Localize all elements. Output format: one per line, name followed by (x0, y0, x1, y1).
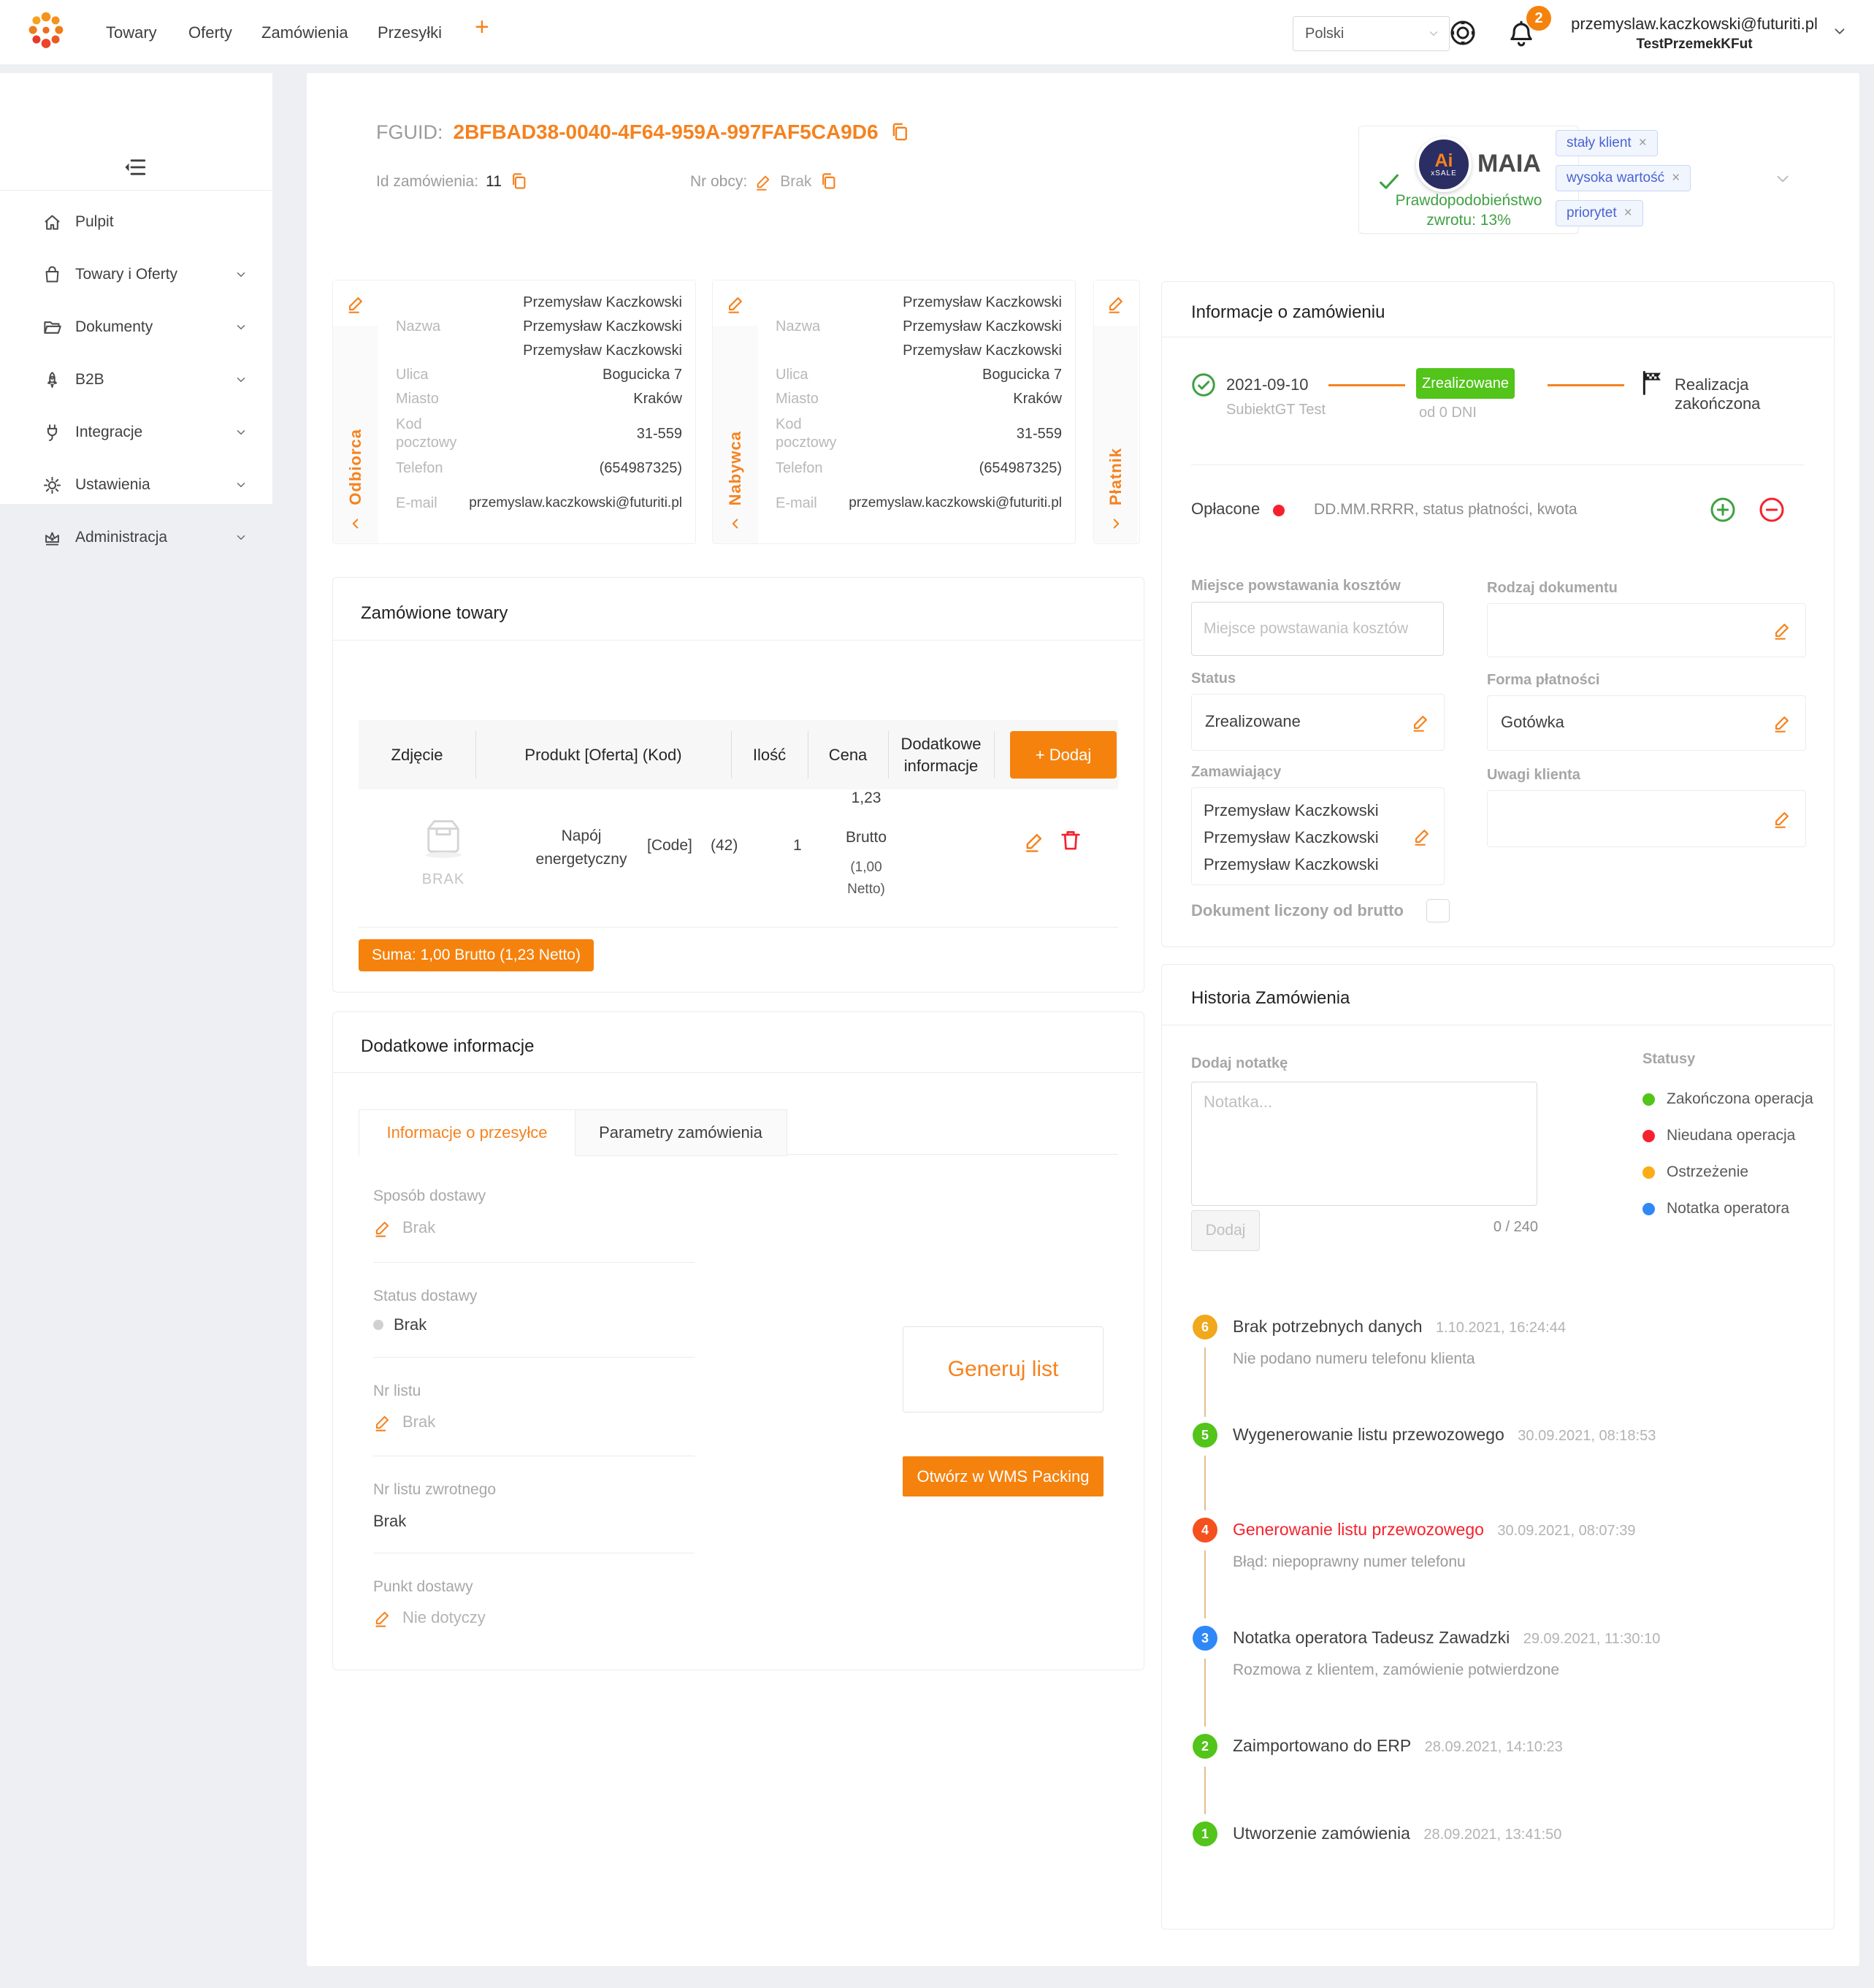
sposob-dostawy-value[interactable]: Brak (373, 1218, 435, 1237)
progress-line (1548, 384, 1624, 386)
collapse-left-chevron-icon[interactable] (727, 516, 743, 532)
edit-pencil-icon[interactable] (1772, 808, 1792, 828)
col-cena: Cena (828, 745, 868, 764)
timeline-connector (1204, 1347, 1206, 1417)
foreign-number-label: Nr obcy: (690, 172, 748, 190)
open-wms-packing-button[interactable]: Otwórz w WMS Packing (903, 1456, 1104, 1496)
user-menu[interactable] (1563, 15, 1826, 53)
user-email: przemyslaw.kaczkowski@futuriti.pl (1571, 15, 1818, 33)
chevron-down-icon (234, 321, 248, 334)
timeline-entry: Zaimportowano do ERP 28.09.2021, 14:10:23 (1233, 1736, 1563, 1755)
doc-type-field[interactable] (1487, 603, 1806, 657)
notifications-count-badge: 2 (1526, 6, 1551, 31)
sidebar-item-pulpit[interactable]: Pulpit (0, 204, 272, 240)
close-icon[interactable] (1639, 135, 1647, 151)
plug-icon (42, 423, 62, 443)
platnik-title: Płatnik (1106, 447, 1125, 505)
user-account: TestPrzemekKFut (1636, 37, 1753, 52)
status-dostawy-value: Brak (373, 1315, 427, 1334)
timeline-step-badge: 3 (1193, 1626, 1217, 1651)
status-badge: Zrealizowane (1416, 368, 1515, 399)
customer-notes-label: Uwagi klienta (1487, 767, 1580, 783)
nr-listu-label: Nr listu (373, 1383, 421, 1399)
maia-panel (1358, 126, 1579, 234)
chevron-down-icon (234, 426, 248, 439)
legend-ostrzezenie: Ostrzeżenie (1642, 1163, 1748, 1181)
timeline-step-badge: 4 (1193, 1518, 1217, 1542)
add-payment-icon[interactable] (1708, 495, 1737, 524)
odbiorca-details: Przemysław Kaczkowski Nazwa Przemysław Kaczkowski Przemysław Kaczkowski Ulica Bogucicka 7 Miasto Kraków Kod pocztowy 31-559 Telefon (654987325) E-mail przemyslaw.kaczkowski@futuriti.pl (396, 294, 682, 511)
edit-pencil-icon[interactable] (1412, 826, 1432, 846)
statuses-label: Statusy (1642, 1051, 1696, 1067)
tags-expand-chevron-icon[interactable] (1773, 169, 1792, 188)
copy-icon[interactable] (509, 172, 529, 191)
panel-odbiorca (332, 280, 696, 544)
status-dostawy-label: Status dostawy (373, 1288, 478, 1304)
timeline-entry: Brak potrzebnych danych 1.10.2021, 16:24:44 (1233, 1317, 1566, 1336)
product-name: Napój energetyczny (535, 827, 627, 868)
note-counter: 0 / 240 (1493, 1219, 1538, 1235)
product-offer: (42) (711, 837, 738, 854)
note-textarea[interactable] (1191, 1082, 1537, 1206)
home-icon (42, 213, 62, 232)
order-id-row (376, 172, 529, 191)
gross-checkbox[interactable] (1426, 899, 1450, 922)
col-zdjecie: Zdjęcie (391, 745, 443, 764)
chevron-down-icon (234, 478, 248, 492)
additional-title: Dodatkowe informacje (361, 1036, 535, 1056)
order-source: SubiektGT Test (1226, 402, 1326, 418)
page: Towary Oferty Zamówienia Przesyłki + Polski 2 przemyslaw.kaczkowski@futuriti.pl TestPrzemekKFut Pulpit Towary i Oferty Dokumenty B2B Integracje Ustawienia Administracja FGUID: 2BFBAD38-0040-4F64-959A-997FAF5CA9D6 Id zamówienia: 11 Nr obcy: Brak Ai xSALE MAIA Prawdopodobieństwo zwrotu: 13% stały klient × wysoka wartość × priorytet × Odbiorca Przemysław Kaczkowski Nazwa Przemysław Kaczkowski Przemysław Kaczkowski Ulica Bogucicka 7 Miasto Kraków Kod pocztowy 31-559 Telefon (654987325) E-mail przemyslaw.kaczkowski@futuriti.pl Nabywca Przemysław Kaczkowski Nazwa Przemysław Kaczkowski Przemysław Kaczkowski Ulica Bogucicka 7 Miasto Kraków Kod pocztowy 31-559 Telefon (654987325) E-mail przemyslaw.kaczkowski@futuriti.pl Płatnik Informacje o zamówieniu 2021-09-10 SubiektGT Test Zrealizowane od 0 DNI Realizacja zakończona Opłacone DD.MM.RRRR, status płatności, kwota Miejsce powstawania kosztów Miejsce powstawania kosztów Rodzaj dokumentu Status Zrealizowane Forma płatności Gotówka Zamawiający Przemysław Kaczkowski Przemysław Kaczkowski Przemysław Kaczkowski Uwagi klienta Dokument liczony od brutto Zamówione towary Zdjęcie Produkt [Oferta] (Kod) Ilość Cena Dodatkowe informacje + Dodaj BRAK Napój energetyczny [Code] (42) 1 1,23 Brutto (1,00 Netto) Suma: 1,00 Brutto (1,23 Netto) Dodatkowe informacje Informacje o przesyłce Parametry zamówienia Sposób dostawy Brak Status dostawy Brak Nr listu Brak Nr listu zwrotnego Brak Punkt dostawy Nie dotyczy Generuj list Otwórz w WMS Packing Historia Zamówienia Dodaj notatkę Notatka... Dodaj 0 / 240 Statusy Zakończona operacja Nieudana operacja Ostrzeżenie Notatka operatora 6 Brak potrzebnych danych 1.10.2021, 16:24:44 Nie podano numeru telefonu klienta 5 Wygenerowanie listu przewozowego 30.09.2021, 08:18:53 4 Generowanie listu przewozowego 30.09.2021, 08:07:39 Błąd: niepoprawny numer telefonu 3 Notatka operatora Tadeusz Zawadzki 29.09.2021, 11:30:10 Rozmowa z klientem, zamówienie potwierdzone 2 Zaimportowano do ERP 28.09.2021, 14:10:23 1 Utworzenie zamówienia 28.09.2021, 13:41:50 (0, 0, 1874, 1988)
no-image-label: BRAK (421, 871, 465, 887)
collapse-left-chevron-icon[interactable] (348, 516, 364, 532)
sidebar-item-administracja[interactable]: Administracja (0, 520, 272, 555)
nabywca-title: Nabywca (726, 430, 744, 505)
close-icon[interactable] (1624, 205, 1632, 221)
expand-right-chevron-icon[interactable] (1108, 516, 1124, 532)
platnik-strip (1094, 280, 1138, 543)
remove-payment-icon[interactable] (1757, 495, 1786, 524)
customer-notes-field[interactable] (1487, 790, 1806, 847)
nr-listu-zwrotnego-value: Brak (373, 1512, 407, 1530)
timeline-step-badge: 1 (1193, 1821, 1217, 1846)
timeline-connector (1204, 1659, 1206, 1727)
paid-label: Opłacone (1191, 500, 1261, 518)
sum-badge: Suma: 1,00 Brutto (1,23 Netto) (359, 939, 594, 971)
maia-probability: Prawdopodobieństwo zwrotu: 13% (1395, 192, 1542, 229)
punkt-dostawy-value[interactable]: Nie dotyczy (373, 1608, 486, 1627)
status-dot-red (1642, 1130, 1655, 1142)
edit-pencil-icon[interactable] (373, 1218, 392, 1237)
finish-label: Realizacja zakończona (1675, 375, 1761, 413)
generate-label-button[interactable]: Generuj list (903, 1326, 1104, 1412)
history-title: Historia Zamówienia (1191, 988, 1350, 1008)
maia-logo: Ai xSALE (1416, 137, 1472, 192)
user-chevron-down-icon[interactable] (1832, 23, 1848, 39)
crown-icon (42, 528, 62, 548)
timeline-connector (1204, 1551, 1206, 1618)
status-field[interactable]: Zrealizowane (1191, 694, 1445, 751)
sidebar-item-towary-i-oferty[interactable]: Towary i Oferty (0, 257, 272, 292)
fguid-row (376, 121, 911, 144)
edit-pencil-icon[interactable] (754, 172, 773, 191)
status-since: od 0 DNI (1419, 405, 1477, 421)
folder-icon (42, 318, 62, 337)
tab-informacje-o-przesylce[interactable]: Informacje o przesyłce (359, 1109, 575, 1156)
nr-listu-zwrotnego-label: Nr listu zwrotnego (373, 1481, 497, 1498)
legend-zakonczona: Zakończona operacja (1642, 1090, 1813, 1108)
odbiorca-title: Odbiorca (346, 429, 364, 505)
close-icon[interactable] (1672, 170, 1680, 186)
gross-label: Dokument liczony od brutto (1191, 901, 1404, 920)
timeline-step-badge: 5 (1193, 1423, 1217, 1448)
nav-towary[interactable]: Towary (106, 23, 157, 42)
history-card (1161, 964, 1835, 1930)
nr-listu-value[interactable]: Brak (373, 1412, 435, 1431)
sidebar-item-integracje[interactable]: Integracje (0, 415, 272, 450)
legend-nieudana: Nieudana operacja (1642, 1127, 1795, 1144)
additional-info-card (332, 1012, 1144, 1670)
products-table-header (359, 720, 1118, 790)
payment-form-label: Forma płatności (1487, 672, 1600, 688)
timeline-connector (1204, 1456, 1206, 1510)
sidebar-item-ustawienia[interactable]: Ustawienia (0, 467, 272, 502)
rocket-icon (42, 370, 62, 390)
status-dot-green (1642, 1093, 1655, 1106)
status-check-circle-icon (1190, 371, 1217, 399)
order-id-value: 11 (486, 172, 502, 190)
delete-product-icon[interactable] (1058, 827, 1083, 852)
note-label: Dodaj notatkę (1191, 1055, 1288, 1071)
tag-priorytet[interactable]: priorytet × (1556, 200, 1643, 226)
tag-staly-klient[interactable]: stały klient × (1556, 130, 1658, 156)
sidebar-item-b2b[interactable]: B2B (0, 362, 272, 397)
nav-zamowienia[interactable]: Zamówienia (261, 23, 348, 42)
nav-oferty[interactable]: Oferty (188, 23, 232, 42)
maia-title: MAIA (1477, 150, 1541, 177)
odbiorca-edit-button[interactable] (333, 280, 378, 326)
copy-icon[interactable] (889, 121, 911, 143)
orderer-label: Zamawiający (1191, 764, 1282, 780)
product-price: 1,23 Brutto (1,00 Netto) (845, 790, 887, 897)
panel-platnik (1093, 280, 1140, 544)
chevron-down-icon (1427, 27, 1440, 40)
doc-type-label: Rodzaj dokumentu (1487, 580, 1618, 596)
foreign-number-value: Brak (780, 172, 812, 190)
timeline-entry: Generowanie listu przewozowego 30.09.2021, 08:07:39 (1233, 1520, 1636, 1539)
top-navbar (0, 0, 1874, 64)
order-id-label: Id zamówienia: (376, 172, 479, 190)
status-dot-yellow (1642, 1166, 1655, 1179)
status-label: Status (1191, 670, 1236, 687)
col-dodatkowe: Dodatkowe informacje (900, 734, 982, 775)
mpk-input[interactable] (1191, 602, 1444, 656)
sposob-dostawy-label: Sposób dostawy (373, 1188, 486, 1204)
shopping-bag-icon (42, 265, 62, 285)
edit-pencil-icon[interactable] (1411, 712, 1431, 732)
tab-parametry-zamowienia[interactable]: Parametry zamówienia (574, 1109, 787, 1156)
copy-icon[interactable] (819, 172, 838, 191)
nabywca-details: Przemysław Kaczkowski Nazwa Przemysław Kaczkowski Przemysław Kaczkowski Ulica Bogucicka 7 Miasto Kraków Kod pocztowy 31-559 Telefon (654987325) E-mail przemyslaw.kaczkowski@futuriti.pl (776, 294, 1062, 511)
col-ilosc: Ilość (752, 745, 787, 764)
add-note-button[interactable]: Dodaj (1191, 1210, 1260, 1251)
sidebar (0, 73, 272, 546)
product-code: [Code] (647, 837, 692, 854)
col-produkt: Produkt [Oferta] (Kod) (524, 745, 682, 764)
status-dot-blue (1642, 1203, 1655, 1215)
payment-hint: DD.MM.RRRR, status płatności, kwota (1314, 501, 1577, 518)
nabywca-strip (713, 280, 758, 543)
language-select[interactable] (1293, 16, 1450, 51)
panel-nabywca (712, 280, 1076, 544)
edit-pencil-icon[interactable] (1772, 713, 1792, 733)
platnik-edit-button[interactable] (1094, 280, 1138, 326)
gear-icon (42, 475, 62, 495)
nav-przesylki[interactable]: Przesyłki (378, 23, 443, 42)
foreign-number-row (690, 172, 838, 191)
legend-notatka: Notatka operatora (1642, 1200, 1789, 1217)
paid-status-dot (1273, 505, 1285, 516)
product-row (359, 790, 1118, 927)
help-icon[interactable] (1447, 18, 1478, 48)
nabywca-edit-button[interactable] (713, 280, 758, 326)
edit-pencil-icon[interactable] (373, 1608, 392, 1627)
timeline-step-badge: 6 (1193, 1315, 1217, 1339)
punkt-dostawy-label: Punkt dostawy (373, 1578, 473, 1595)
chevron-down-icon (234, 531, 248, 544)
odbiorca-strip (333, 280, 378, 543)
order-info-card (1161, 281, 1835, 947)
payment-form-field[interactable]: Gotówka (1487, 695, 1806, 751)
chevron-down-icon (234, 268, 248, 281)
app-logo[interactable] (22, 7, 70, 56)
no-image-icon (417, 811, 470, 864)
timeline-entry: Wygenerowanie listu przewozowego 30.09.2021, 08:18:53 (1233, 1425, 1656, 1444)
language-value: Polski (1305, 25, 1345, 42)
nav-add-button[interactable]: + (475, 13, 489, 41)
product-qty: 1 (793, 837, 802, 854)
add-product-button[interactable]: + Dodaj (1010, 731, 1117, 779)
timeline-entry: Notatka operatora Tadeusz Zawadzki 29.09.2021, 11:30:10 (1233, 1628, 1661, 1647)
order-info-title: Informacje o zamówieniu (1191, 302, 1385, 322)
sidebar-item-dokumenty[interactable]: Dokumenty (0, 310, 272, 345)
order-date: 2021-09-10 (1226, 375, 1309, 394)
fguid-value[interactable]: 2BFBAD38-0040-4F64-959A-997FAF5CA9D6 (453, 121, 879, 143)
progress-line (1328, 384, 1405, 386)
check-icon (1377, 169, 1401, 194)
products-title: Zamówione towary (361, 603, 508, 623)
products-card (332, 577, 1144, 993)
finish-flag-icon (1638, 368, 1667, 397)
timeline-entry: Utworzenie zamówienia 28.09.2021, 13:41:50 (1233, 1824, 1562, 1843)
chevron-down-icon (234, 373, 248, 386)
edit-product-icon[interactable] (1023, 830, 1046, 852)
edit-pencil-icon[interactable] (1772, 620, 1792, 640)
sidebar-collapse-icon[interactable] (123, 155, 148, 180)
tag-wysoka-wartosc[interactable]: wysoka wartość × (1556, 165, 1691, 191)
edit-pencil-icon[interactable] (373, 1412, 392, 1431)
timeline-connector (1204, 1767, 1206, 1814)
orderer-field[interactable]: Przemysław Kaczkowski Przemysław Kaczkowski Przemysław Kaczkowski (1191, 787, 1445, 885)
timeline-step-badge: 2 (1193, 1734, 1217, 1759)
status-dot (373, 1320, 383, 1330)
fguid-label: FGUID: (376, 121, 443, 143)
mpk-label: Miejsce powstawania kosztów (1191, 578, 1401, 594)
